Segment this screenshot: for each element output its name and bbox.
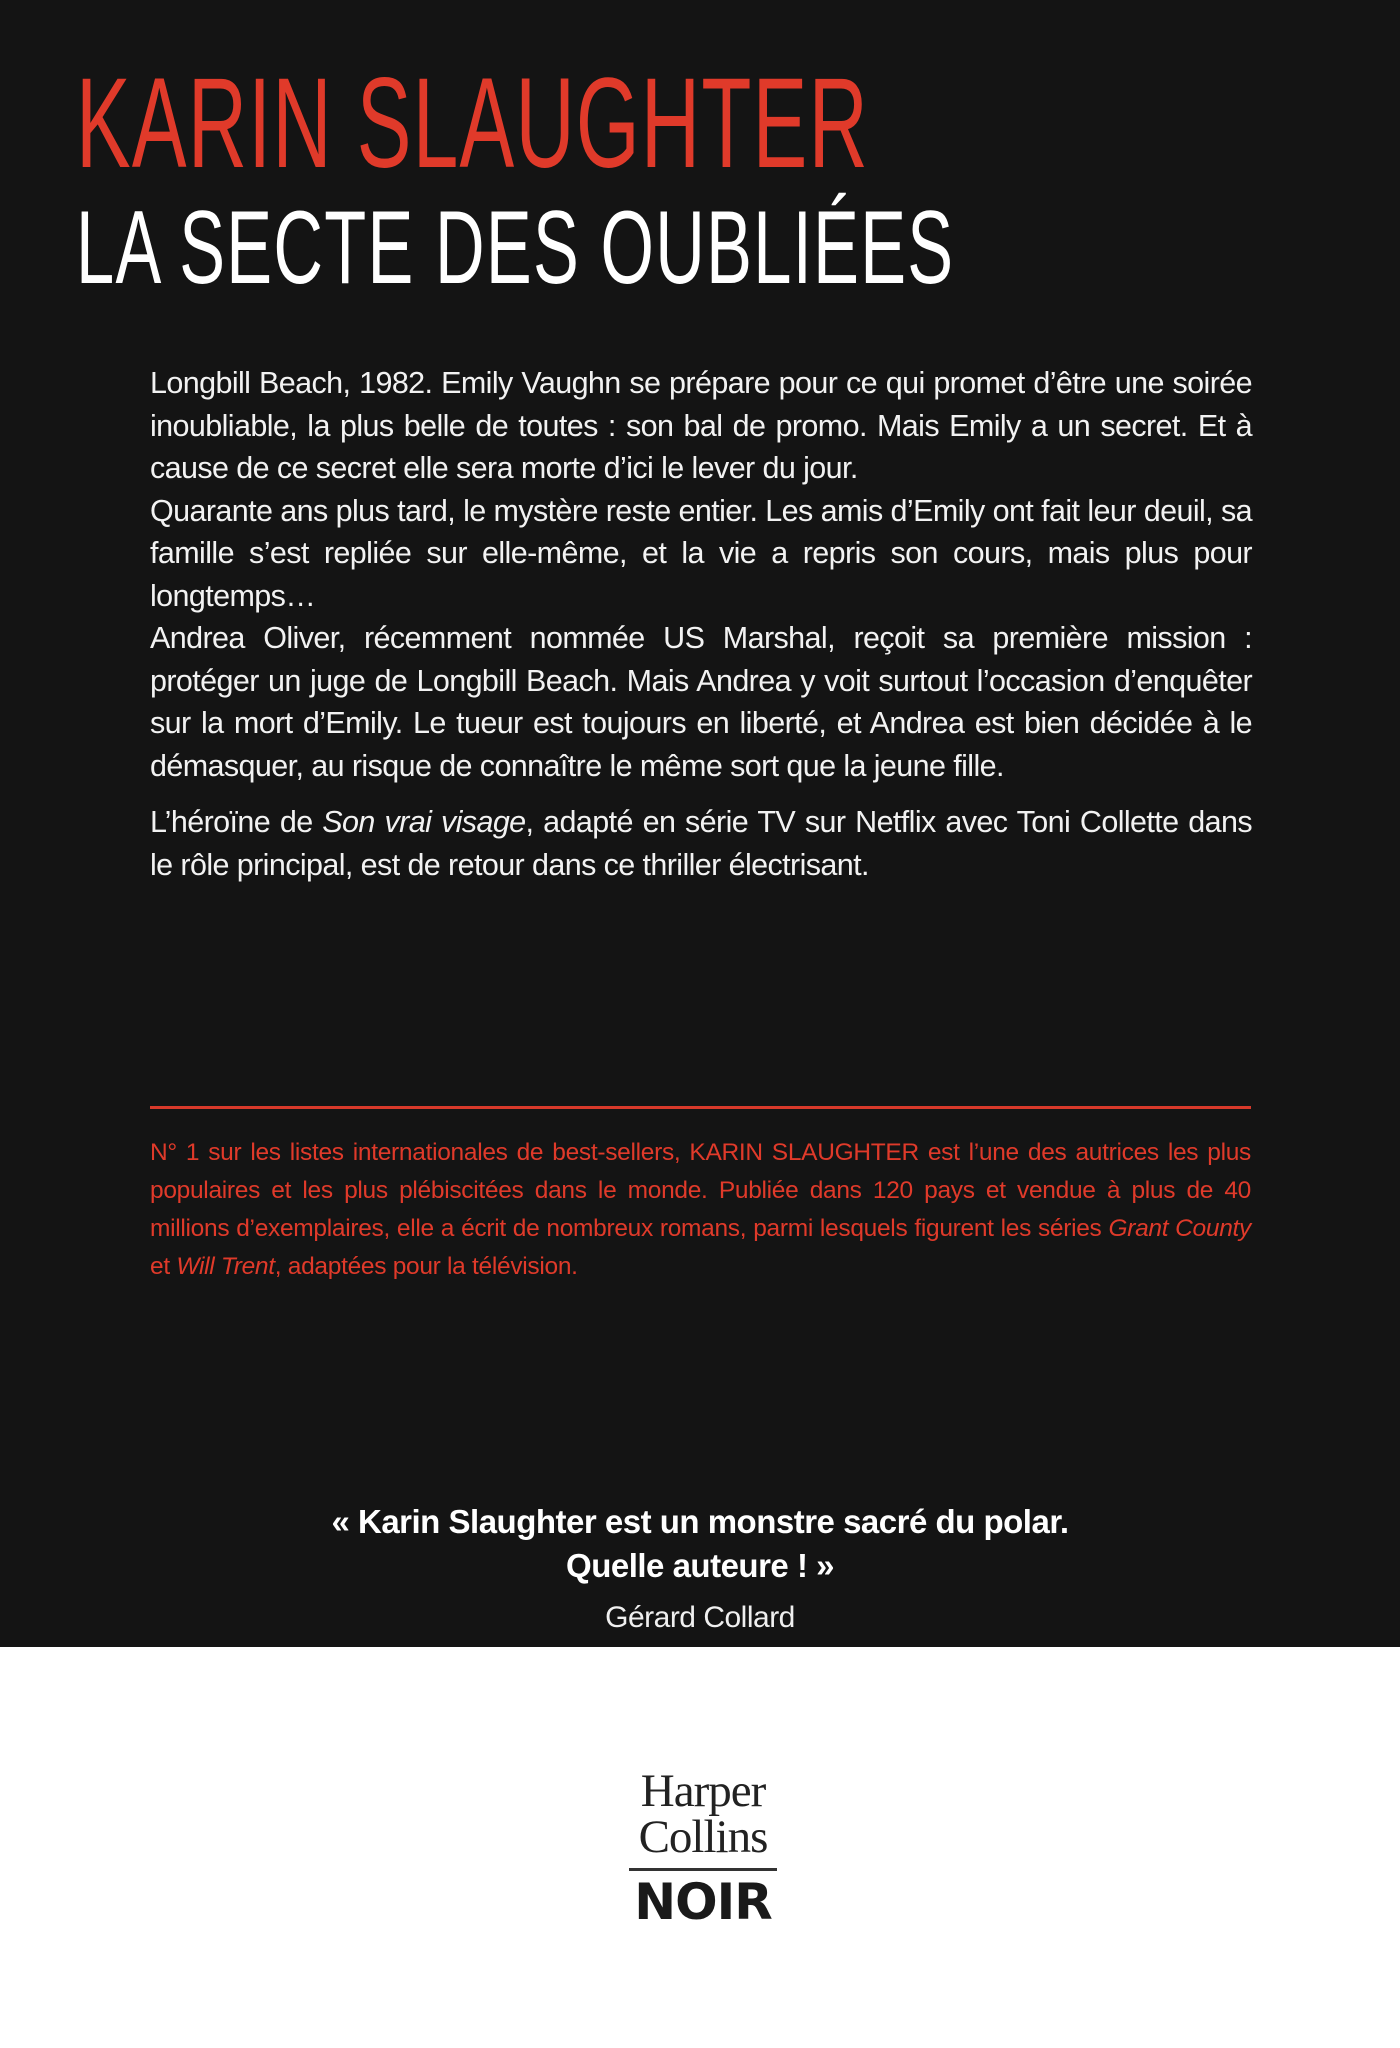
quote-line: Quelle auteure ! » — [566, 1547, 834, 1584]
red-divider — [150, 1106, 1251, 1109]
logo-divider — [629, 1868, 777, 1871]
synopsis-paragraph: Quarante ans plus tard, le mystère reste entier. Les amis d’Emily ont fait leur deuil, sa famille s’est repliée sur elle-même, et la vie a repris son cours, mais plus pour longtemps… — [150, 493, 1252, 613]
text: L’héroïne de — [150, 805, 323, 839]
author-bio-text — [150, 1134, 1251, 1286]
book-title: LA SECTE DES OUBLIÉES — [76, 190, 955, 306]
quote-attribution: Gérard Collard — [605, 1601, 795, 1634]
text: , adapté en série TV sur Netflix avec Toni Collette dans le rôle principal, est de retour dans ce thriller électrisant. — [150, 805, 1252, 882]
author-name: KARIN SLAUGHTER — [76, 52, 870, 195]
synopsis — [150, 362, 1252, 886]
quote-line: « Karin Slaughter est un monstre sacré du polar. — [331, 1503, 1069, 1540]
series-title: Grant County — [1108, 1215, 1251, 1242]
synopsis-paragraph-series-note — [150, 801, 1252, 886]
book-reference: Son vrai visage — [322, 805, 526, 839]
author-bio — [150, 1134, 1251, 1286]
publisher-logo — [625, 1765, 781, 1931]
press-quote — [0, 1500, 1400, 1588]
text: , adaptées pour la télévision. — [274, 1253, 578, 1280]
synopsis-paragraph: Longbill Beach, 1982. Emily Vaughn se prépare pour ce qui promet d’être une soirée inoubliable, la plus belle de toutes : son bal de promo. Mais Emily a un secret. Et à cause de ce secret elle sera morte d’ici le lever du jour. — [150, 366, 1252, 485]
series-title: Will Trent — [176, 1253, 275, 1280]
text: N° 1 sur les listes internationales de best-sellers, KARIN SLAUGHTER est l’une des autrices les plus populaires et les plus plébiscitées dans le monde. Publiée dans 120 pays et vendue à plus de 40 millions d’exemplaires, elle a écrit de nombreux romans, parmi lesquels figurent les séries — [150, 1139, 1251, 1242]
publisher-name-line2: Collins — [638, 1811, 768, 1863]
text: et — [150, 1253, 177, 1280]
imprint-name: NOIR — [634, 1873, 772, 1931]
synopsis-paragraph: Andrea Oliver, récemment nommée US Marshal, reçoit sa première mission : protéger un juge de Longbill Beach. Mais Andrea y voit surtout l’occasion d’enquêter sur la mort d’Emily. Le tueur est toujours en liberté, et Andrea est bien décidée à le démasquer, au risque de connaître le même sort que la jeune fille. — [150, 621, 1252, 783]
publisher-name-line1: Harper — [640, 1765, 766, 1817]
